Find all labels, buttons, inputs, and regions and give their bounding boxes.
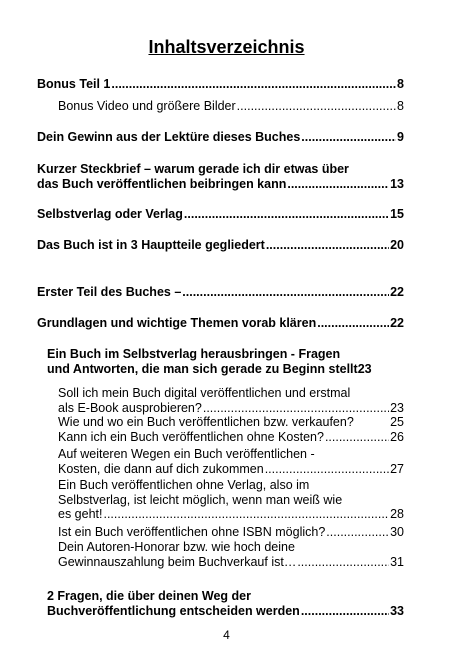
toc-entry-erster-teil [37, 285, 404, 300]
leader-dots [266, 238, 389, 253]
toc-page-number: 9 [397, 130, 404, 144]
toc-page-number: 31 [390, 554, 404, 569]
toc-entry-text: Bonus Video und größere Bilder [58, 99, 236, 113]
toc-entry-text: Erster Teil des Buches – [37, 285, 182, 299]
toc-entry-text: Buchveröffentlichung entscheiden werden [47, 603, 300, 618]
toc-page-number: 30 [390, 525, 404, 539]
toc-page-number: 22 [390, 316, 404, 330]
leader-dots [182, 285, 389, 300]
toc-page-number: 22 [390, 285, 404, 299]
toc-entry-text: das Buch veröffentlichen beibringen kann [37, 176, 287, 191]
toc-page-number: 8 [397, 77, 404, 91]
toc-entry-dein-gewinn [37, 130, 404, 145]
toc-page-number: 25 [390, 415, 404, 429]
leader-dots [301, 604, 389, 619]
toc-page-number: 33 [390, 603, 404, 618]
toc-entry-text: Dein Gewinn aus der Lektüre dieses Buches [37, 130, 301, 144]
leader-dots [325, 430, 389, 445]
leader-dots [287, 177, 389, 192]
toc-entry-weitere-wege [58, 447, 404, 476]
toc-page-number: 26 [390, 430, 404, 444]
toc-page-number: 8 [397, 99, 404, 113]
toc-page-number: 20 [390, 238, 404, 252]
toc-page-number: 15 [390, 207, 404, 221]
toc-page-number: 27 [390, 461, 404, 476]
leader-dots [317, 316, 389, 331]
toc-entry-text: Ein Buch veröffentlichen ohne Verlag, also im [58, 478, 310, 492]
toc-entry-ohne-kosten [58, 430, 404, 445]
toc-entry-ohne-verlag [58, 478, 404, 522]
leader-dots [265, 462, 389, 477]
page-number: 4 [223, 628, 230, 642]
toc-entry-text: Selbstverlag, ist leicht möglich, wenn man weiß wie [58, 492, 343, 507]
leader-dots [103, 507, 389, 522]
toc-entry-text: Grundlagen und wichtige Themen vorab klären [37, 316, 317, 330]
toc-entry-wie-und-wo [58, 415, 404, 430]
toc-entry-hauptteile [37, 238, 404, 253]
toc-entry-autoren-honorar [58, 540, 404, 569]
toc-entry-text: Selbstverlag oder Verlag [37, 207, 183, 221]
toc-page-number: 28 [390, 507, 404, 522]
leader-dots [184, 207, 389, 222]
toc-entry-text: Kosten, die dann auf dich zukommen [58, 461, 264, 476]
toc-entry-2-fragen [47, 589, 404, 618]
toc-entry-selbstverlag-fragen [47, 347, 404, 376]
leader-dots [111, 77, 396, 92]
toc-entry-text: als E-Book ausprobieren? [58, 400, 202, 415]
toc-entry-text: Ist ein Buch veröffentlichen ohne ISBN möglich? [58, 525, 326, 539]
toc-entry-selbstverlag-oder-verlag [37, 207, 404, 222]
toc-page-number: 23 [357, 361, 372, 376]
toc-entry-text: Gewinnauszahlung beim Buchverkauf ist… [58, 554, 297, 569]
leader-dots [301, 130, 396, 145]
toc-entry-text: Kann ich ein Buch veröffentlichen ohne Kosten? [58, 430, 324, 444]
leader-dots [297, 555, 389, 570]
leader-dots [203, 401, 389, 416]
toc-entry-text: Bonus Teil 1 [37, 77, 111, 91]
toc-page-number: 13 [390, 176, 404, 191]
toc-page-number: 23 [390, 400, 404, 415]
toc-entry-bonus-teil-1 [37, 77, 404, 92]
toc-entry-text: Kurzer Steckbrief – warum gerade ich dir etwas über [37, 162, 349, 176]
toc-entry-bonus-video [58, 99, 404, 114]
toc-entry-text: Dein Autoren-Honorar bzw. wie hoch deine [58, 540, 295, 554]
toc-entry-text: Das Buch ist in 3 Hauptteile gegliedert [37, 238, 265, 252]
toc-entry-text: Ein Buch im Selbstverlag herausbringen - Fragen [47, 347, 341, 361]
toc-entry-ebook [58, 386, 404, 415]
toc-entry-grundlagen [37, 316, 404, 331]
leader-dots [237, 99, 396, 114]
toc-entry-kurzer-steckbrief [37, 162, 404, 191]
page-title: Inhaltsverzeichnis [148, 37, 305, 57]
toc-entry-text: Soll ich mein Buch digital veröffentlichen und erstmal [58, 386, 351, 400]
toc-entry-ohne-isbn [58, 525, 404, 540]
leader-dots [326, 525, 389, 540]
toc-entry-text: Auf weiteren Wegen ein Buch veröffentlichen - [58, 447, 315, 461]
toc-entry-text: 2 Fragen, die über deinen Weg der [47, 589, 251, 603]
toc-entry-text: und Antworten, die man sich gerade zu Beginn stellt [47, 361, 358, 376]
toc-entry-text: Wie und wo ein Buch veröffentlichen bzw. verkaufen? [58, 415, 354, 429]
toc-entry-text: es geht! [58, 507, 103, 522]
